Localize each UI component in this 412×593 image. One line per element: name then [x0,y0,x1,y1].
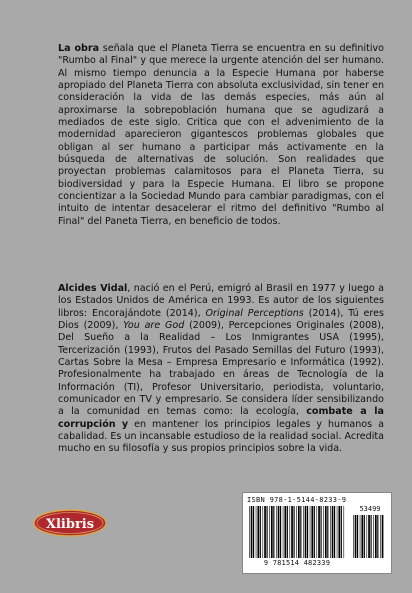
barcode-bar [303,506,304,558]
barcode-bar [310,506,311,558]
barcode-bar [284,506,286,558]
barcode-bar [263,506,264,558]
barcode-bar [314,506,315,558]
barcode-bar [341,506,342,558]
barcode-bar [361,515,363,558]
barcode-bar [330,506,331,558]
author-name: Alcides Vidal [58,283,128,294]
barcode-bar [251,506,253,558]
barcode-bar [338,506,340,558]
synopsis-text: señala que el Planeta Tierra se encuentra en su definitivo "Rumbo al Final" y que merece la urgente atención del ser humano. Al mismo tiempo denuncia a la Especie Humana por haberse apropiado del Planeta Tierra con absoluta exclusividad, sin tener en consideración la vida de las demás especies, más aún al aproximarse la sobrepoblación humana que se agudizará a mediados de este siglo. Critica que con el advenimiento de la modernidad aparecieron gigantescos problemas globales que obligan al ser humano a participar más activamente en la búsqueda de alternativas de solución. Son realidades que proyectan problemas calamitosos para el Planeta Tierra, su biodiversidad y para la Especie Humana. El libro se propone concientizar a la Sociedad Mundo para cambiar paradigmas, con el intuito de intentar desacelerar el ritmo del definitivo "Rumbo al Final" del Paneta Tierra, en beneficio de todos. [58,43,384,227]
isbn-digits: 9 781514 482339 [263,559,331,567]
barcode-bar [364,515,365,558]
barcode-bar [371,515,372,558]
barcode-bar [257,506,259,558]
barcode-bar [276,506,277,558]
barcode-bar [256,506,257,558]
barcode-bar [267,506,268,558]
barcode-bar [318,506,320,558]
barcode-bar [300,506,301,558]
barcode-bar [377,515,378,558]
barcode-bar [373,515,374,558]
barcode-bar [327,506,328,558]
xlibris-logo [32,508,108,538]
barcode-bar [317,506,318,558]
barcode-bar [264,506,266,558]
barcode-bar [253,506,254,558]
barcode-bar [273,506,274,558]
synopsis-lead: La obra [58,43,100,54]
barcode-bar [367,515,368,558]
barcode-bar [311,506,313,558]
barcode-bar [375,515,377,558]
barcode-bar [305,506,307,558]
barcode-bar [332,506,334,558]
barcode-bar [321,506,322,558]
isbn-label: ISBN 978-1-5144-8233-9 [247,496,347,504]
barcode-bar [269,506,270,558]
author-paragraph: Alcides Vidal, nació en el Perú, emigró al Brasil en 1977 y luego a los Estados Unidos de América en 1993. Es autor de los siguientes libros: Encorajándote (2014), Original Perceptions (2014), Tú eres Dios (2009), You are God (2009), Percepciones Originales (2008), Del Sueño a la Realidad – Los Inmigrantes USA (1995), Tercerización (1993), Frutos del Pasado Semillas del Futuro (1993), Cartas Sobre la Mesa – Empresa Empresario e Informática (1992). Profesionalmente ha trabajado en áreas de Tecnología de la Información (TI), Profesor Universitario, periodista, voluntario, comunicador en TV y empresario. Se considera líder sensibilizando a la comunidad en temas como: la ecología, combate a la corrupción y en mantener los principios legales y humanos a cabalidad. Es un incansable estudioso de la realidad social. Acredita mucho en su filosofía y sus propios principios sobre la vida. [58,283,384,455]
barcode-bar [360,515,361,558]
barcode-addon-bars [353,515,385,558]
barcode-bar [337,506,338,558]
barcode-bar [380,515,381,558]
isbn-barcode [242,492,392,574]
barcode-bar [344,506,345,558]
barcode-bar [249,506,250,558]
barcode-bar [280,506,281,558]
barcode-bar [382,515,384,558]
barcode-bar [278,506,280,558]
publisher-name: Xlibris [45,517,95,532]
barcode-bar [368,515,370,558]
barcode-bar [355,515,357,558]
barcode-bar [334,506,335,558]
barcode-bar [287,506,288,558]
barcode-bar [296,506,297,558]
synopsis-paragraph [58,43,384,228]
book-synopsis [58,43,384,228]
barcode-bar [357,515,358,558]
barcode-bars [249,506,345,558]
barcode-bar [283,506,284,558]
barcode-bar [291,506,293,558]
barcode-bar [294,506,295,558]
barcode-bar [307,506,308,558]
barcode-bar [325,506,327,558]
barcode-addon-number: 53499 [359,505,381,513]
barcode-bar [260,506,261,558]
author-biography [58,283,384,456]
barcode-bar [290,506,291,558]
barcode-bar [323,506,324,558]
barcode-bar [271,506,273,558]
barcode-bar [298,506,300,558]
barcode-bar [353,515,354,558]
